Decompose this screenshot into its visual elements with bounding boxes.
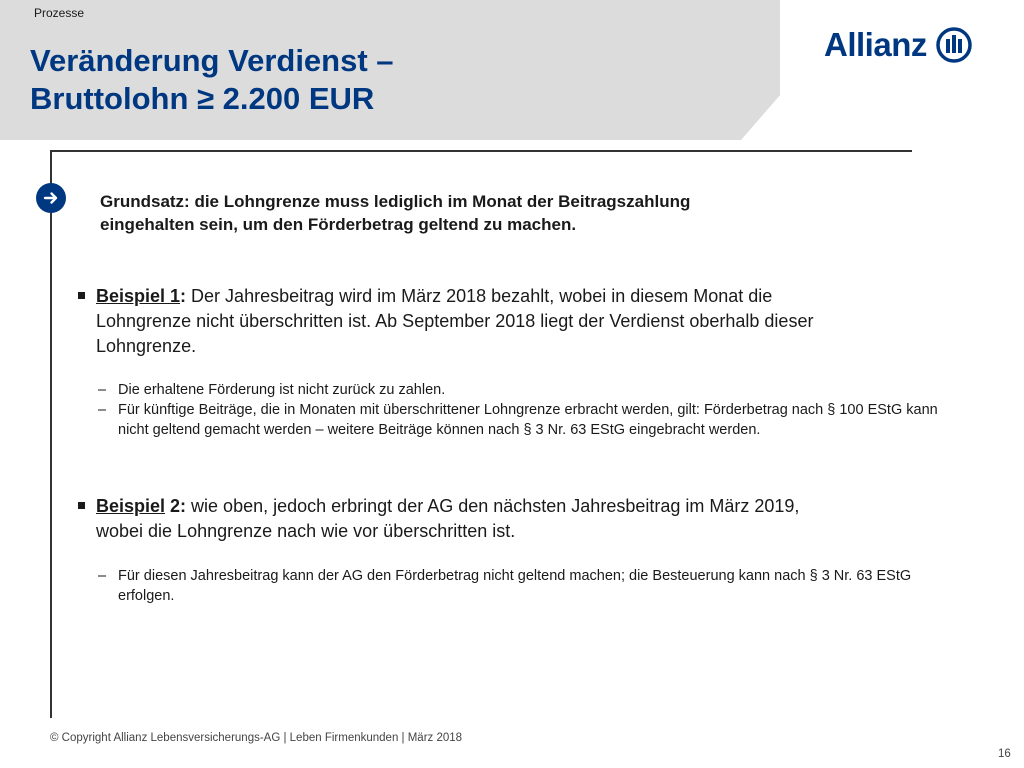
page-title — [30, 42, 394, 118]
sub-point-text: Die erhaltene Förderung ist nicht zurück zu zahlen. — [118, 382, 446, 398]
bullet-icon — [78, 292, 85, 299]
content-top-rule — [50, 150, 912, 152]
footer-copyright: © Copyright Allianz Lebensversicherungs-AG | Leben Firmenkunden | März 2018 — [50, 732, 463, 744]
example-1-colon: : — [180, 286, 187, 306]
example-1 — [78, 284, 868, 359]
bullet-icon — [78, 502, 85, 509]
sub-point-text: Für diesen Jahresbeitrag kann der AG den Förderbetrag nicht geltend machen; die Besteuerung kann nach § 3 Nr. 63 EStG erfolgen. — [118, 568, 912, 604]
example-2 — [78, 494, 868, 544]
example-2-label: Beispiel — [96, 496, 166, 516]
dash-icon: – — [98, 382, 107, 398]
dash-icon: – — [98, 402, 107, 418]
sub-point-text: Für künftige Beiträge, die in Monaten mit überschrittener Lohngrenze erbracht werden, gilt: Förderbetrag nach § 100 EStG kann nicht geltend gemacht werden – weitere Beiträge können nach § 3 Nr. 63 EStG eingebracht werden. — [118, 402, 938, 438]
page-number: 16 — [998, 748, 1011, 760]
example-1-label: Beispiel 1 — [96, 286, 181, 306]
content-left-rule — [50, 150, 52, 718]
sub-point — [98, 380, 958, 400]
principle-statement: Grundsatz: die Lohngrenze muss lediglich im Monat der Beitragszahlung eingehalten sein, um den Förderbetrag geltend zu machen. — [100, 192, 691, 234]
example-2-text: wie oben, jedoch erbringt der AG den nächsten Jahresbeitrag im März 2019, wobei die Lohngrenze nach wie vor überschritten ist. — [96, 496, 800, 541]
allianz-eagle-icon — [936, 27, 972, 63]
dash-icon: – — [98, 568, 107, 584]
allianz-logo — [824, 26, 972, 64]
title-line-1: Veränderung Verdienst – — [30, 43, 394, 78]
arrow-right-icon — [36, 183, 66, 213]
section-label: Prozesse — [34, 6, 85, 20]
sub-point — [98, 566, 958, 606]
example-1-subpoints — [98, 380, 958, 440]
logo-text: Allianz — [824, 26, 927, 63]
example-2-label-num: 2: — [165, 496, 187, 516]
sub-point — [98, 400, 938, 440]
title-line-2: Bruttolohn ≥ 2.200 EUR — [30, 81, 375, 116]
example-1-text: Der Jahresbeitrag wird im März 2018 bezahlt, wobei in diesem Monat die Lohngrenze nicht überschritten ist. Ab September 2018 liegt der Verdienst oberhalb dieser Lohngrenze. — [96, 286, 814, 356]
example-2-subpoints — [98, 566, 958, 606]
